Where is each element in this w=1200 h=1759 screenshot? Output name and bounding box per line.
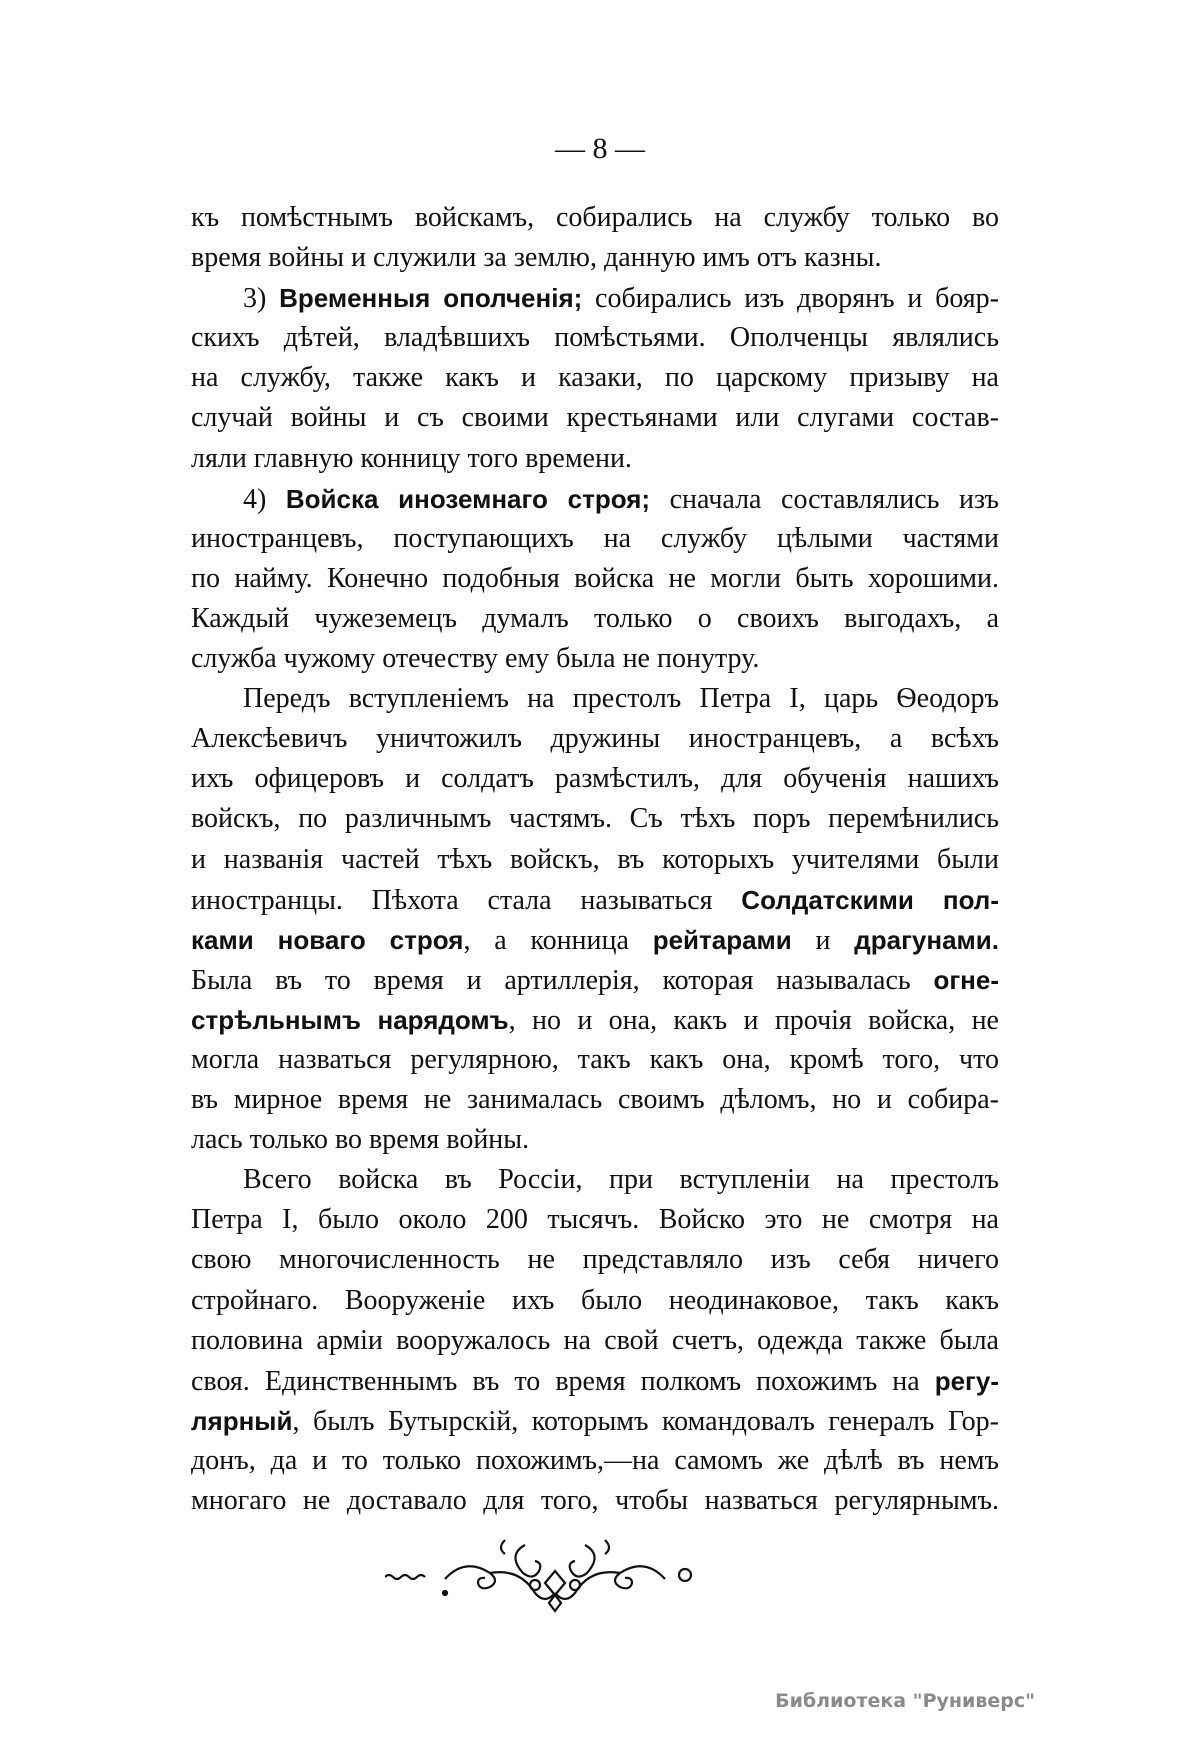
- text-span: иностранцевъ, поступающихъ на службу цѣлыми частями: [191, 522, 999, 554]
- bold-term: регу-: [934, 1365, 999, 1396]
- ornament-tailpiece: [385, 1535, 725, 1615]
- text-span: по найму. Конечно подобныя войска не могли быть хорошими.: [191, 562, 999, 594]
- text-line: [191, 358, 999, 398]
- text-span: половина арміи вооружалось на свой счетъ, одежда также была: [191, 1324, 999, 1356]
- text-span: ляли главную конницу того времени.: [191, 442, 632, 474]
- text-span: донъ, да и то только похожимъ,—на самомъ же дѣлѣ въ немъ: [191, 1444, 999, 1476]
- text-span: случай войны и съ своими крестьянами или слугами состав-: [191, 402, 999, 434]
- text-line: [191, 920, 999, 960]
- text-line: [191, 1240, 999, 1280]
- body-text: [191, 198, 999, 1521]
- text-line: [191, 198, 999, 238]
- library-watermark: Библиотека "Руниверс": [775, 1690, 1035, 1712]
- text-line: [191, 840, 999, 880]
- text-line: [191, 1200, 999, 1240]
- text-line: [191, 1401, 999, 1441]
- text-line: [191, 1441, 999, 1481]
- text-span: лась только во время войны.: [191, 1124, 530, 1156]
- text-line: [191, 398, 999, 438]
- text-line: [191, 799, 999, 839]
- text-line: [191, 1160, 999, 1200]
- text-span: къ помѣстнымъ войскамъ, собирались на службу только во: [191, 202, 999, 233]
- text-line: [191, 318, 999, 358]
- text-span: своя. Единственнымъ въ то время полкомъ похожимъ на: [191, 1365, 935, 1397]
- text-line: [191, 238, 999, 278]
- text-span: время войны и служили за землю, данную имъ отъ казны.: [191, 242, 882, 274]
- text-span: Передъ вступленіемъ на престолъ Петра I, царь Ѳеодоръ: [243, 683, 999, 715]
- bold-term: рейтарами: [652, 924, 792, 955]
- text-line: [191, 1120, 999, 1160]
- text-line: [191, 639, 999, 679]
- text-span: сначала составлялись изъ: [650, 483, 999, 515]
- text-span: Каждый чужеземецъ думалъ только о своихъ выгодахъ, а: [191, 602, 999, 634]
- text-line: [191, 559, 999, 599]
- text-span: войскъ, по различнымъ частямъ. Съ тѣхъ поръ перемѣнились: [191, 803, 999, 835]
- text-line: [191, 1321, 999, 1361]
- text-line: [191, 278, 999, 318]
- text-line: [191, 759, 999, 799]
- text-span: и: [791, 924, 855, 956]
- bold-term: Солдатскими пол-: [741, 884, 999, 915]
- text-span: многаго не доставало для того, чтобы назваться регулярнымъ.: [191, 1485, 999, 1516]
- text-line: [191, 1040, 999, 1080]
- text-line: [191, 960, 999, 1000]
- text-span: , но и она, какъ и прочія войска, не: [508, 1004, 999, 1036]
- text-line: [191, 1000, 999, 1040]
- text-line: [191, 719, 999, 759]
- bold-term: лярный: [191, 1405, 293, 1436]
- text-span: Была въ то время и артиллерія, которая называлась: [191, 964, 934, 996]
- text-line: [191, 439, 999, 479]
- text-span: Петра I, было около 200 тысячъ. Войско это не смотря на: [191, 1204, 999, 1236]
- text-line: [191, 479, 999, 519]
- page-number: — 8 —: [555, 132, 645, 165]
- bold-term: огне-: [933, 964, 999, 995]
- text-line: [191, 1481, 999, 1521]
- text-line: [191, 1080, 999, 1120]
- text-span: иностранцы. Пѣхота стала называться: [191, 884, 742, 916]
- text-line: [191, 519, 999, 559]
- text-span: ихъ офицеровъ и солдатъ размѣстилъ, для обученія нашихъ: [191, 763, 999, 795]
- text-span: собирались изъ дворянъ и бояр-: [582, 283, 999, 315]
- text-span: скихъ дѣтей, владѣвшихъ помѣстьями. Ополченцы являлись: [191, 322, 999, 354]
- text-span: , а конница: [463, 924, 653, 956]
- text-span: , былъ Бутырскій, которымъ командовалъ генералъ Гор-: [292, 1405, 999, 1437]
- text-span: могла назваться регулярною, такъ какъ она, кромѣ того, что: [191, 1043, 999, 1075]
- text-span: и названія частей тѣхъ войскъ, въ которыхъ учителями были: [191, 843, 999, 875]
- text-span: 3): [243, 283, 280, 315]
- text-span: въ мирное время не занималась своимъ дѣломъ, но и собира-: [191, 1084, 999, 1116]
- text-line: [191, 679, 999, 719]
- text-span: служба чужому отечеству ему была не понутру.: [191, 643, 760, 675]
- text-span: стройнаго. Вооруженіе ихъ было неодинаковое, такъ какъ: [191, 1284, 999, 1316]
- text-line: [191, 599, 999, 639]
- text-span: свою многочисленность не представляло изъ себя ничего: [191, 1244, 999, 1276]
- bold-term: стрѣльнымъ нарядомъ: [191, 1004, 509, 1035]
- text-line: [191, 1361, 999, 1401]
- text-line: [191, 1281, 999, 1321]
- bold-term: драгунами.: [854, 924, 999, 955]
- text-span: на службу, также какъ и казаки, по царскому призыву на: [191, 362, 999, 394]
- bold-term: Войска иноземнаго строя;: [285, 483, 651, 514]
- text-span: 4): [243, 483, 286, 515]
- text-span: Всего войска въ Россіи, при вступленіи на престолъ: [243, 1164, 999, 1196]
- text-line: [191, 880, 999, 920]
- text-span: Алексѣевичъ уничтожилъ дружины иностранцевъ, а всѣхъ: [191, 723, 999, 755]
- bold-term: Временныя ополченія;: [279, 283, 583, 314]
- bold-term: ками новаго строя: [191, 924, 464, 955]
